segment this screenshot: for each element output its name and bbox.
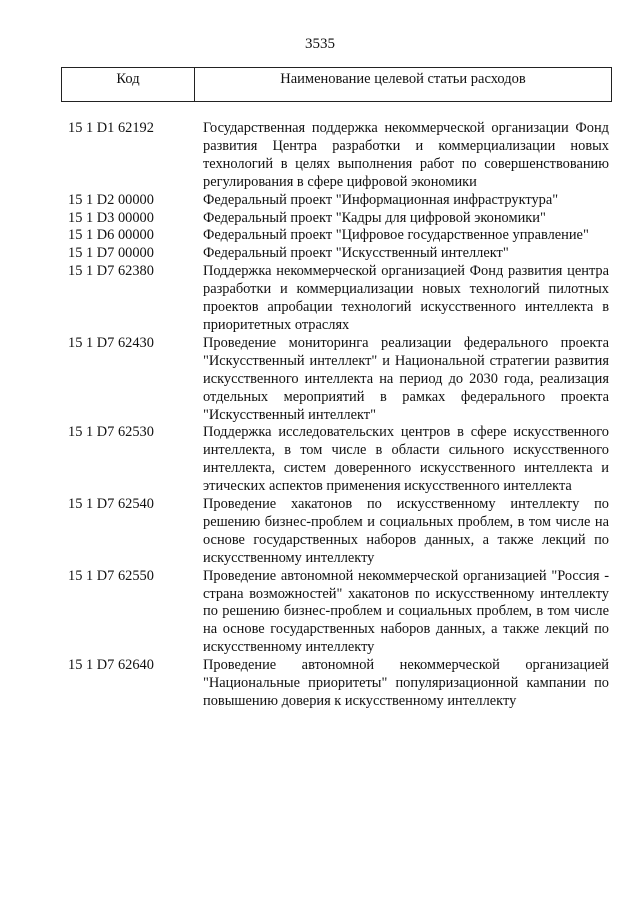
table-row <box>68 120 612 192</box>
row-text: Поддержка исследовательских центров в сфере искусственного интеллекта, в том числе в области сильного искусственного интеллекта, систем доверенного искусственного интеллекта и этических аспектов применения искусственного интеллекта <box>203 424 609 495</box>
row-code: 15 1 D1 62192 <box>68 120 154 136</box>
row-text: Проведение автономной некоммерческой организацией "Национальные приоритеты" популяризационной кампании по повышению доверия к искусственному интеллекту <box>203 657 609 709</box>
row-code: 15 1 D7 62540 <box>68 496 154 513</box>
expense-items-list <box>68 120 612 711</box>
row-text: Проведение мониторинга реализации федерального проекта "Искусственный интеллект" и Национальной стратегии развития искусственного интеллекта на период до 2030 года, реализация отдельных мероприятий в рамках федерального проекта "Искусственный интеллект" <box>203 334 609 423</box>
header-code: Код <box>62 68 195 101</box>
table-header <box>61 67 612 102</box>
row-code: 15 1 D7 62550 <box>68 567 154 584</box>
row-text: Проведение хакатонов по искусственному интеллекту по решению бизнес-проблем и социальных проблем, в том числе на основе государственных наборов данных, а также лекций по искусственному интеллекту <box>203 496 609 566</box>
table-row <box>68 245 612 263</box>
row-text: Федеральный проект "Информационная инфраструктура" <box>203 191 559 208</box>
row-code: 15 1 D6 00000 <box>68 227 154 244</box>
row-code: 15 1 D3 00000 <box>68 209 154 226</box>
table-row <box>68 210 612 228</box>
table-row <box>68 568 612 658</box>
row-code: 15 1 D7 62430 <box>68 334 154 351</box>
row-code: 15 1 D7 62380 <box>68 263 154 280</box>
row-code: 15 1 D7 62530 <box>68 424 154 441</box>
table-row <box>68 335 612 425</box>
row-code: 15 1 D7 00000 <box>68 245 154 262</box>
table-row <box>68 657 612 711</box>
row-text: Государственная поддержка некоммерческой организации Фонд развития Центра разработки и коммерциализации новых технологий в целях выполнения работ по совершенствованию регулирования в сфере цифровой экономики <box>203 120 609 190</box>
row-text: Поддержка некоммерческой организацией Фонд развития центра разработки и коммерциализации новых технологий пилотных проектов апробации технологий искусственного интеллекта в приоритетных отраслях <box>203 263 609 333</box>
row-code: 15 1 D7 62640 <box>68 657 154 674</box>
page-number: 3535 <box>305 36 335 52</box>
row-text: Федеральный проект "Кадры для цифровой экономики" <box>203 209 546 226</box>
table-row <box>68 496 612 568</box>
table-row <box>68 227 612 245</box>
row-text: Федеральный проект "Цифровое государственное управление" <box>203 227 589 244</box>
header-name: Наименование целевой статьи расходов <box>280 71 526 87</box>
table-row <box>68 424 612 496</box>
table-row <box>68 192 612 210</box>
row-code: 15 1 D2 00000 <box>68 191 154 208</box>
table-row <box>68 263 612 335</box>
row-text: Проведение автономной некоммерческой организацией "Россия - страна возможностей" хакатонов по искусственному интеллекту по решению бизнес-проблем и социальных проблем, в том числе на основе государственных наборов данных, а также лекций по искусственному интеллекту <box>203 567 609 656</box>
row-text: Федеральный проект "Искусственный интеллект" <box>203 245 509 262</box>
